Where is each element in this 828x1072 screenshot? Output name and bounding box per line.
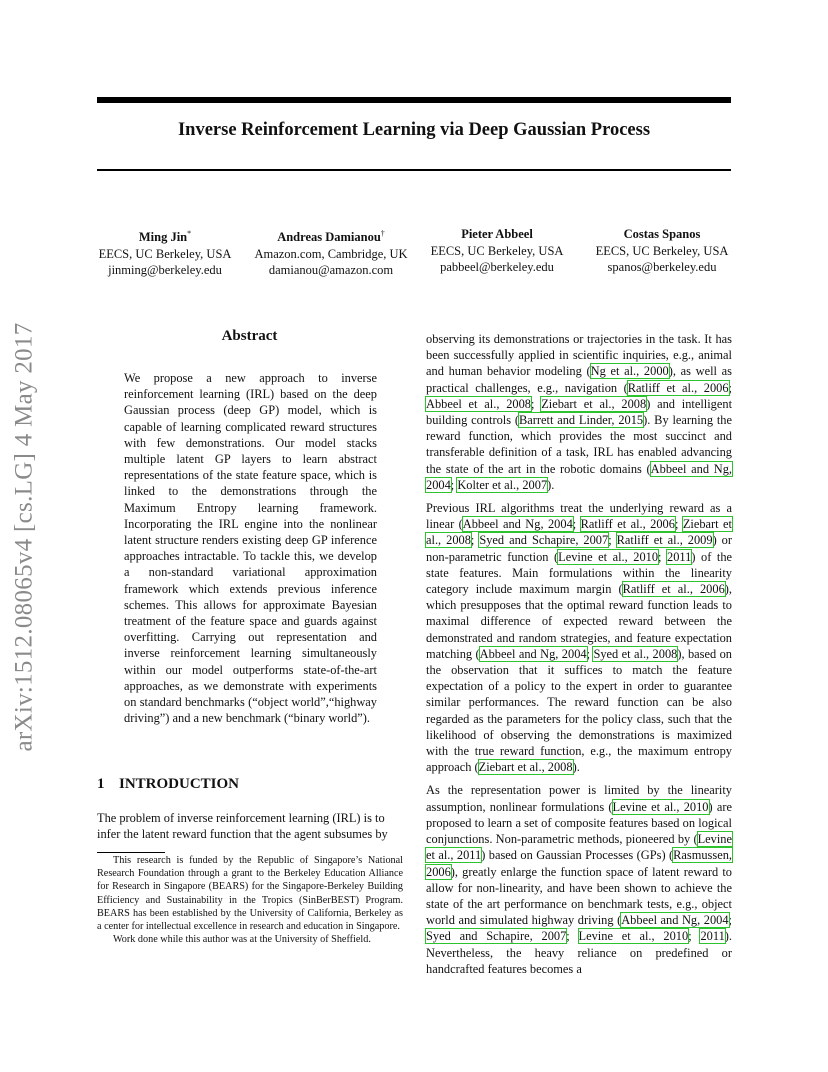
citation-link[interactable]: 2011 bbox=[700, 929, 725, 944]
citation-link[interactable]: Levine et al., 2011 bbox=[426, 832, 732, 863]
author-affiliation: Amazon.com, Cambridge, UK bbox=[254, 246, 408, 261]
citation-link[interactable]: Kolter et al., 2007 bbox=[457, 477, 548, 492]
right-column bbox=[426, 331, 732, 984]
footnote-affiliation: Work done while this author was at the University of Sheffield. bbox=[113, 934, 371, 946]
intro-paragraph-left bbox=[97, 810, 403, 842]
author-name: Andreas Damianou bbox=[277, 230, 381, 245]
citation-link[interactable]: Ratliff et al., 2006 bbox=[627, 380, 729, 395]
citation-link[interactable]: Syed et al., 2008 bbox=[593, 646, 678, 661]
text-run: ). bbox=[547, 477, 555, 492]
text-run: ) based on Gaussian Processes (GPs) ( bbox=[481, 848, 674, 863]
citation-link[interactable]: Barrett and Linder, 2015 bbox=[518, 413, 644, 428]
author-4 bbox=[586, 226, 738, 276]
section-title: INTRODUCTION bbox=[119, 776, 240, 792]
paper-title: Inverse Reinforcement Learning via Deep Gaussian Process bbox=[177, 120, 651, 140]
citation-link[interactable]: Ratliff et al., 2006 bbox=[622, 582, 725, 597]
section-heading bbox=[97, 776, 239, 793]
citation-link[interactable]: Abbeel et al., 2008 bbox=[426, 396, 531, 411]
intro-line: The problem of inverse reinforcement learning (IRL) is to bbox=[97, 811, 385, 825]
citation-link[interactable]: 2011 bbox=[667, 549, 692, 564]
text-run: ) or non-parametric function ( bbox=[426, 533, 733, 564]
text-run: ). By learning the reward function, which provides the most succinct and transferable definition of a task, IRL has enabled advancing the state of the art in the robotic domains ( bbox=[426, 413, 733, 476]
abstract-text: We propose a new approach to inverse reinforcement learning (IRL) based on the deep Gaussian process (deep GP) model, which is capable of learning complicated reward structures with few demonstrations. Our model stacks multiple latent GP layers to learn abstract representations of the state feature space, which is linked to the demonstrations through the Maximum Entropy learning framework. Incorporating the IRL engine into the nonlinear latent structure renders existing deep GP inference approaches intractable. To tackle this, we develop a non-standard variational approximation framework which extends previous inference schemes. This allows for approximate Bayesian treatment of the feature space and guards against overfitting. Carrying out representation and inverse reinforcement learning simultaneously within our model outperforms state-of-the-art approaches, as we demonstrate with experiments on standard benchmarks (“object world”,“highway driving”) and a new benchmark (“binary world”). bbox=[124, 371, 377, 726]
arxiv-identifier bbox=[4, 302, 46, 772]
title-bottom-rule bbox=[97, 169, 731, 171]
citation-link[interactable]: Ratliff et al., 2006 bbox=[580, 517, 675, 532]
text-run: Previous IRL algorithms treat the underlying reward as a linear ( bbox=[426, 501, 732, 532]
text-run: ; bbox=[674, 517, 683, 532]
citation-link[interactable]: Levine et al., 2010 bbox=[578, 929, 689, 944]
citation-link[interactable]: Rasmussen, 2006 bbox=[426, 848, 732, 879]
footnote-funding: This research is funded by the Republic of Singapore’s National Research Foundation through a grant to the Berkeley Education Alliance for Research in Singapore (BEARS) for the Singapore-Berkeley Building Efficiency and Sustainability in the Tropics (SinBerBEST) Program. BEARS has been established by the University of California, Berkeley as a center for intellectual excellence in research and education in Singapore. bbox=[97, 855, 403, 933]
section-number: 1 bbox=[97, 776, 105, 792]
footnote-rule bbox=[97, 852, 165, 853]
author-name: Ming Jin bbox=[138, 230, 188, 245]
text-run: ), greatly enlarge the function space of latent reward to allow for non-linearity, and have been shown to achieve the state of the art performance on benchmark tests, e.g., object world and simulated highway driving ( bbox=[426, 864, 732, 928]
author-name: Costas Spanos bbox=[623, 227, 701, 241]
text-run: ; bbox=[728, 913, 732, 928]
author-email: spanos@berkeley.edu bbox=[607, 260, 717, 274]
author-email: jinming@berkeley.edu bbox=[108, 263, 222, 278]
text-run: ; bbox=[450, 477, 458, 492]
citation-link[interactable]: Abbeel and Ng, 2004 bbox=[462, 517, 573, 532]
citation-link[interactable]: Syed and Schapire, 2007 bbox=[426, 929, 567, 944]
author-mark: * bbox=[187, 229, 192, 238]
text-run: ; bbox=[608, 533, 617, 548]
text-run: ; bbox=[586, 646, 594, 661]
text-run: ), which presupposes that the optimal reward function leads to maximal difference of expected reward between the demonstrated and random strategies, and feature expectation matching ( bbox=[426, 582, 732, 661]
citation-link[interactable]: Ziebart et al., 2008 bbox=[426, 517, 732, 548]
paragraph-1 bbox=[426, 331, 732, 493]
author-3 bbox=[422, 226, 572, 276]
citation-link[interactable]: Syed and Schapire, 2007 bbox=[479, 533, 609, 548]
arxiv-identifier-text: arXiv:1512.08065v4 [cs.LG] 4 May 2017 bbox=[11, 322, 38, 752]
citation-link[interactable]: Abbeel and Ng, 2004 bbox=[621, 913, 729, 928]
author-email: damianou@amazon.com bbox=[268, 263, 394, 278]
paragraph-2 bbox=[426, 500, 732, 775]
text-run: ). bbox=[572, 760, 580, 775]
author-affiliation: EECS, UC Berkeley, USA bbox=[98, 246, 232, 261]
citation-link[interactable]: Ng et al., 2000 bbox=[590, 364, 669, 379]
text-run: ). Nevertheless, the heavy reliance on predefined or handcrafted features becomes a bbox=[426, 929, 733, 976]
intro-line: infer the latent reward function that the agent subsumes by bbox=[97, 827, 388, 842]
author-name: Pieter Abbeel bbox=[461, 227, 533, 241]
author-email: pabbeel@berkeley.edu bbox=[440, 260, 554, 274]
author-affiliation: EECS, UC Berkeley, USA bbox=[595, 243, 729, 258]
text-run: ; bbox=[530, 396, 542, 411]
citation-link[interactable]: Abbeel and Ng, 2004 bbox=[479, 646, 587, 661]
text-run: ), as well as practical challenges, e.g., navigation ( bbox=[426, 364, 732, 395]
author-affiliation: EECS, UC Berkeley, USA bbox=[430, 243, 564, 258]
text-run: ; bbox=[566, 929, 579, 944]
author-1 bbox=[90, 226, 240, 279]
title-top-rule bbox=[97, 97, 731, 103]
citation-link[interactable]: Abbeel and Ng, 2004 bbox=[426, 461, 732, 492]
text-run: observing its demonstrations or trajectories in the task. It has been successfully applied in scientific inquiries, e.g., animal and human behavior modeling ( bbox=[426, 332, 732, 379]
text-run: ), based on the observation that it suffices to match the feature expectation of a policy to the expert in order to guarantee similar performances. The reward function can be also regarded as the parameters for the policy class, such that the likelihood of observing the demonstrations is maximized with the true reward function, e.g., the maximum entropy approach ( bbox=[426, 646, 732, 775]
citation-link[interactable]: Ziebart et al., 2008 bbox=[541, 396, 647, 411]
text-run: As the representation power is limited by the linearity assumption, nonlinear formulations ( bbox=[426, 783, 732, 814]
text-run: ; bbox=[688, 929, 701, 944]
footnotes bbox=[97, 854, 403, 946]
citation-link[interactable]: Levine et al., 2010 bbox=[558, 549, 659, 564]
text-run: ) are proposed to learn a set of composite features based on logical conjunctions. Non-parametric methods, pioneered by ( bbox=[426, 799, 732, 847]
text-run: ) of the state features. Main formulations within the linearity category include maximum margin ( bbox=[426, 549, 733, 597]
text-run: ; bbox=[658, 549, 668, 564]
text-run: ; bbox=[728, 380, 732, 395]
author-2 bbox=[246, 226, 416, 279]
text-run: ; bbox=[572, 517, 581, 532]
abstract-heading: Abstract bbox=[221, 328, 278, 344]
text-run: ; bbox=[470, 533, 480, 548]
citation-link[interactable]: Ratliff et al., 2009 bbox=[616, 533, 713, 548]
paragraph-3 bbox=[426, 782, 732, 976]
author-mark: † bbox=[380, 229, 385, 238]
citation-link[interactable]: Ziebart et al., 2008 bbox=[478, 760, 573, 775]
citation-link[interactable]: Levine et al., 2010 bbox=[612, 799, 709, 814]
text-run: ) and intelligent building controls ( bbox=[426, 396, 733, 428]
